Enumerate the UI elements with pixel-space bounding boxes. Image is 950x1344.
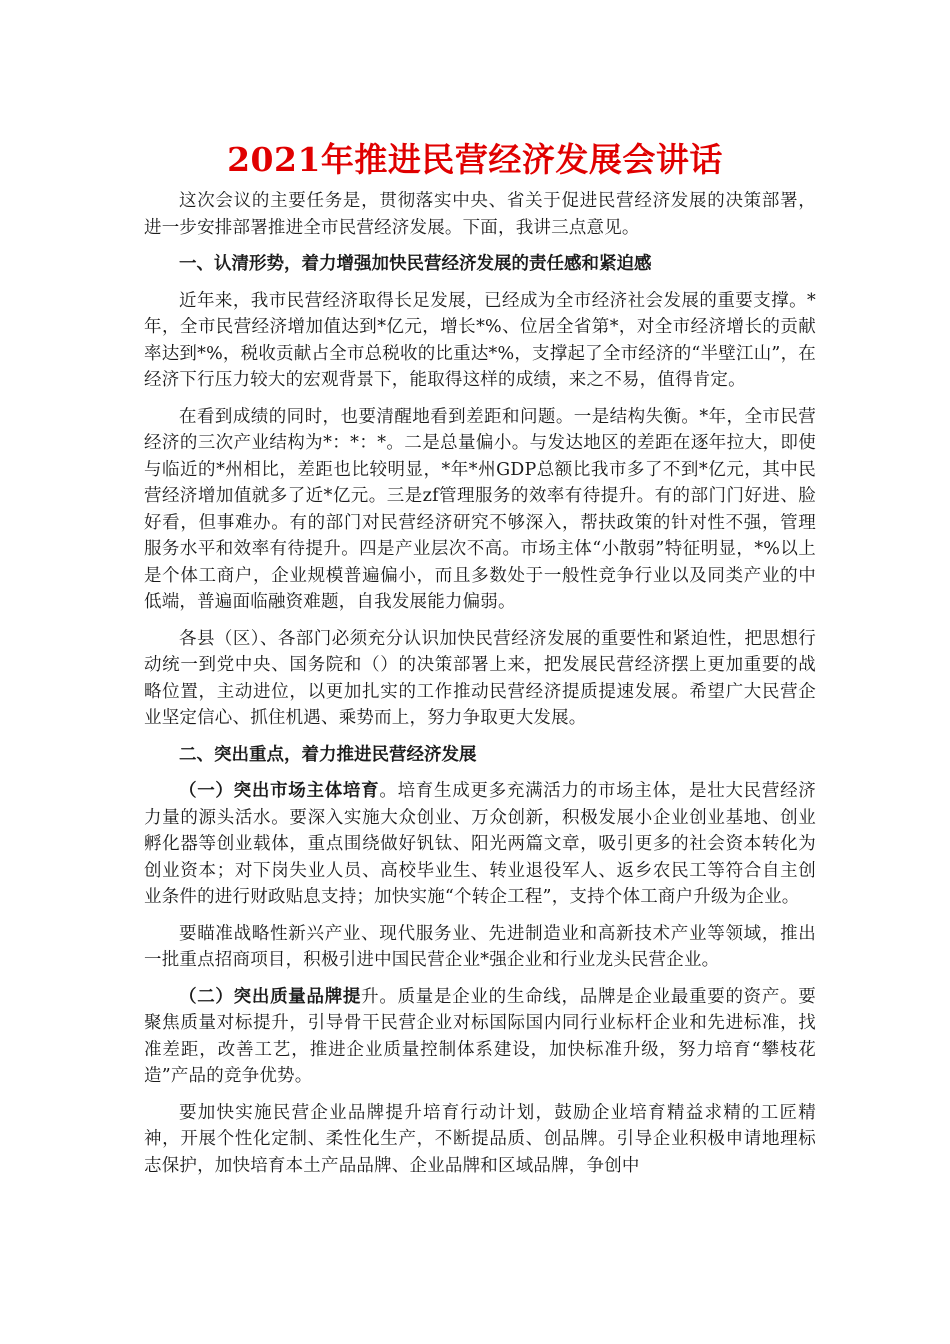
paragraph-investment: 要瞄准战略性新兴产业、现代服务业、先进制造业和高新技术产业等领域，推出一批重点招商项目，积极引进中国民营企业*强企业和行业龙头民营企业。 [144, 923, 816, 970]
section-heading-2: 二、突出重点，着力推进民营经济发展 [179, 744, 477, 765]
paragraph-market-entities-text: 。培育生成更多充满活力的市场主体，是壮大民营经济力量的源头活水。要深入实施大众创业、万众创新，积极发展小企业创业基地、创业孵化器等创业载体，重点围绕做好钒钛、阳光两篇文章，吸引更多的社会资本转化为创业资本；对下岗失业人员、高校毕业生、转业退役军人、返乡农民工等符合自主创业条件的进行财政贴息支持；加快实施“个转企工程”，支持个体工商户升级为企业。 [144, 781, 816, 907]
intro-paragraph: 这次会议的主要任务是，贯彻落实中央、省关于促进民营经济发展的决策部署，进一步安排部署推进全市民营经济发展。下面，我讲三点意见。 [144, 191, 816, 238]
paragraph-brand-plan: 要加快实施民营企业品牌提升培育行动计划，鼓励企业培育精益求精的工匠精神，开展个性化定制、柔性化生产，不断提品质、创品牌。引导企业积极申请地理标志保护，加快培育本土产品品牌、企业品牌和区域品牌，争创中 [144, 1102, 816, 1176]
subheading-quality-brand: （二）突出质量品牌提 [179, 986, 362, 1007]
paragraph-awareness: 各县（区）、各部门必须充分认识加快民营经济发展的重要性和紧迫性，把思想行动统一到党中央、国务院和（）的决策部署上来，把发展民营经济摆上更加重要的战略位置，主动进位，以更加扎实的工作推动民营经济提质提速发展。希望广大民营企业坚定信心、抓住机遇、乘势而上，努力争取更大发展。 [144, 628, 816, 728]
paragraph-market-entities [144, 778, 816, 911]
subheading-market-entities: （一）突出市场主体培育 [179, 781, 380, 801]
paragraph-achievements: 近年来，我市民营经济取得长足发展，已经成为全市经济社会发展的重要支撑。*年，全市民营经济增加值达到*亿元，增长*%、位居全省第*，对全市经济增长的贡献率达到*%，税收贡献占全市总税收的比重达*%，支撑起了全市经济的“半壁江山”，在经济下行压力较大的宏观背景下，能取得这样的成绩，来之不易，值得肯定。 [144, 290, 816, 390]
section-heading-1: 一、认清形势，着力增强加快民营经济发展的责任感和紧迫感 [179, 254, 652, 274]
document-title: 2021年推进民营经济发展会讲话 [227, 140, 723, 179]
paragraph-quality-brand [144, 984, 816, 1090]
paragraph-problems: 在看到成绩的同时，也要清醒地看到差距和问题。一是结构失衡。*年，全市民营经济的三次产业结构为*：*：*。二是总量偏小。与发达地区的差距在逐年拉大，即使与临近的*州相比，差距也比较明显，*年*州GDP总额比我市多了不到*亿元，其中民营经济增加值就多了近*亿元。三是zf管理服务的效率有待提升。有的部门门好进、脸好看，但事难办。有的部门对民营经济研究不够深入，帮扶政策的针对性不强，管理服务水平和效率有待提升。四是产业层次不高。市场主体“小散弱”特征明显，*%以上是个体工商户，企业规模普遍偏小，而且多数处于一般性竞争行业以及同类产业的中低端，普遍面临融资难题，自我发展能力偏弱。 [144, 406, 816, 612]
document-body [144, 188, 816, 1189]
paragraph-quality-brand-text: 升。质量是企业的生命线，品牌是企业最重要的资产。要聚焦质量对标提升，引导骨干民营企业对标国际国内同行业标杆企业和先进标准，找准差距，改善工艺，推进企业质量控制体系建设，加快标准升级，努力培育“攀枝花造”产品的竞争优势。 [144, 986, 817, 1086]
